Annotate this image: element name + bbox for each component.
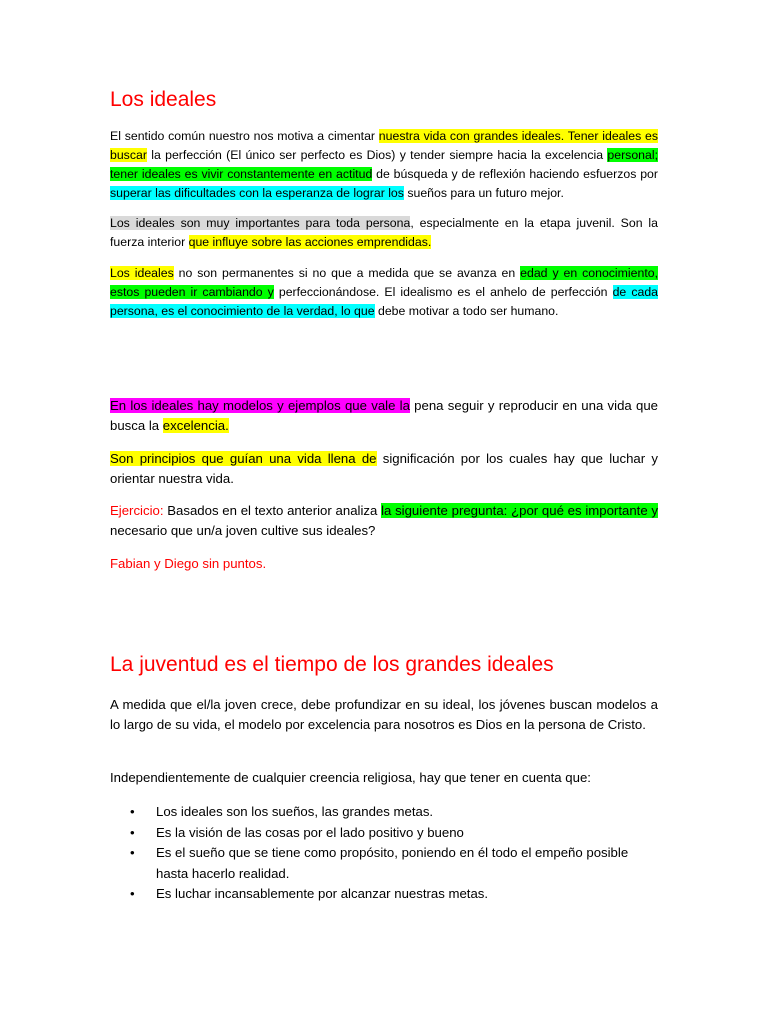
section1-paragraph-2 <box>110 214 658 252</box>
text-run: sueños para un futuro mejor. <box>403 186 564 200</box>
section1-paragraph-1 <box>110 127 658 203</box>
highlighted-text: superar las dificultades con la esperanza de lograr los <box>110 186 404 200</box>
highlighted-text: Ejercicio: <box>110 503 164 518</box>
section2-paragraph-1: A medida que el/la joven crece, debe profundizar en su ideal, los jóvenes buscan modelos a lo largo de su vida, el modelo por excelencia para nosotros es Dios en la persona de Cristo. <box>110 697 658 732</box>
highlighted-text: Los ideales <box>110 266 174 280</box>
text-run: debe motivar a todo ser humano. <box>374 304 559 318</box>
section1-paragraph-4 <box>110 396 658 436</box>
list-item <box>110 802 658 823</box>
highlighted-text: excelencia. <box>162 418 229 433</box>
section1-exercise <box>110 501 658 541</box>
bullet-icon: • <box>130 804 135 819</box>
list-item-text: Los ideales son los sueños, las grandes metas. <box>156 804 434 819</box>
list-item <box>110 823 658 844</box>
list-item <box>110 884 658 905</box>
text-run: pena seguir y reproducir en una vida que busca la <box>110 398 658 433</box>
text-run: la perfección (El único ser perfecto es Dios) y tender siempre hacia la excelencia <box>146 148 608 162</box>
section1-paragraph-5 <box>110 449 658 489</box>
bullet-icon: • <box>130 886 135 901</box>
highlighted-text: En los ideales hay modelos y ejemplos que vale la <box>110 398 410 413</box>
text-run: significación por los cuales hay que luchar y orientar nuestra vida. <box>110 451 658 486</box>
highlighted-text: de cada persona, es el conocimiento de la verdad, lo que <box>110 285 658 318</box>
text-run: Basados en el texto anterior analiza <box>163 503 382 518</box>
section1-paragraph-3 <box>110 264 658 321</box>
highlighted-text: Son principios que guían una vida llena de <box>110 451 377 466</box>
text-run: , especialmente en la etapa juvenil. Son la fuerza interior <box>110 216 658 249</box>
section2-bullet-list <box>110 802 658 905</box>
list-item-text: Es el sueño que se tiene como propósito, poniendo en él todo el empeño posible hasta hacerlo realidad. <box>156 845 629 881</box>
list-item-text: Es luchar incansablemente por alcanzar nuestras metas. <box>156 886 489 901</box>
section1-note: Fabian y Diego sin puntos. <box>110 556 267 571</box>
highlighted-text: la siguiente pregunta: ¿por qué es importante y <box>381 503 658 518</box>
highlighted-text: Los ideales son muy importantes para toda persona <box>110 216 411 230</box>
text-run: perfeccionándose. El idealismo es el anhelo de perfección <box>273 285 613 299</box>
text-run: necesario que un/a joven cultive sus ideales? <box>110 523 376 538</box>
highlighted-text: edad y en conocimiento, estos pueden ir cambiando y <box>110 266 658 299</box>
bullet-icon: • <box>130 824 135 840</box>
highlighted-text: personal; tener ideales es vivir constantemente en actitud <box>110 148 658 181</box>
list-item <box>110 843 658 884</box>
section1-title: Los ideales <box>110 88 217 111</box>
text-run: no son permanentes si no que a medida que se avanza en <box>173 266 521 280</box>
list-item-text: Es la visión de las cosas por el lado positivo y bueno <box>156 824 464 840</box>
highlighted-text: que influye sobre las acciones emprendidas. <box>188 235 432 249</box>
bullet-icon: • <box>130 845 135 860</box>
section2-title: La juventud es el tiempo de los grandes ideales <box>110 653 554 676</box>
highlighted-text: nuestra vida con grandes ideales. Tener ideales es buscar <box>110 129 658 162</box>
text-run: de búsqueda y de reflexión haciendo esfuerzos por <box>372 167 658 181</box>
section2-paragraph-2: Independientemente de cualquier creencia religiosa, hay que tener en cuenta que: <box>110 770 591 785</box>
text-run: El sentido común nuestro nos motiva a cimentar <box>110 129 379 143</box>
